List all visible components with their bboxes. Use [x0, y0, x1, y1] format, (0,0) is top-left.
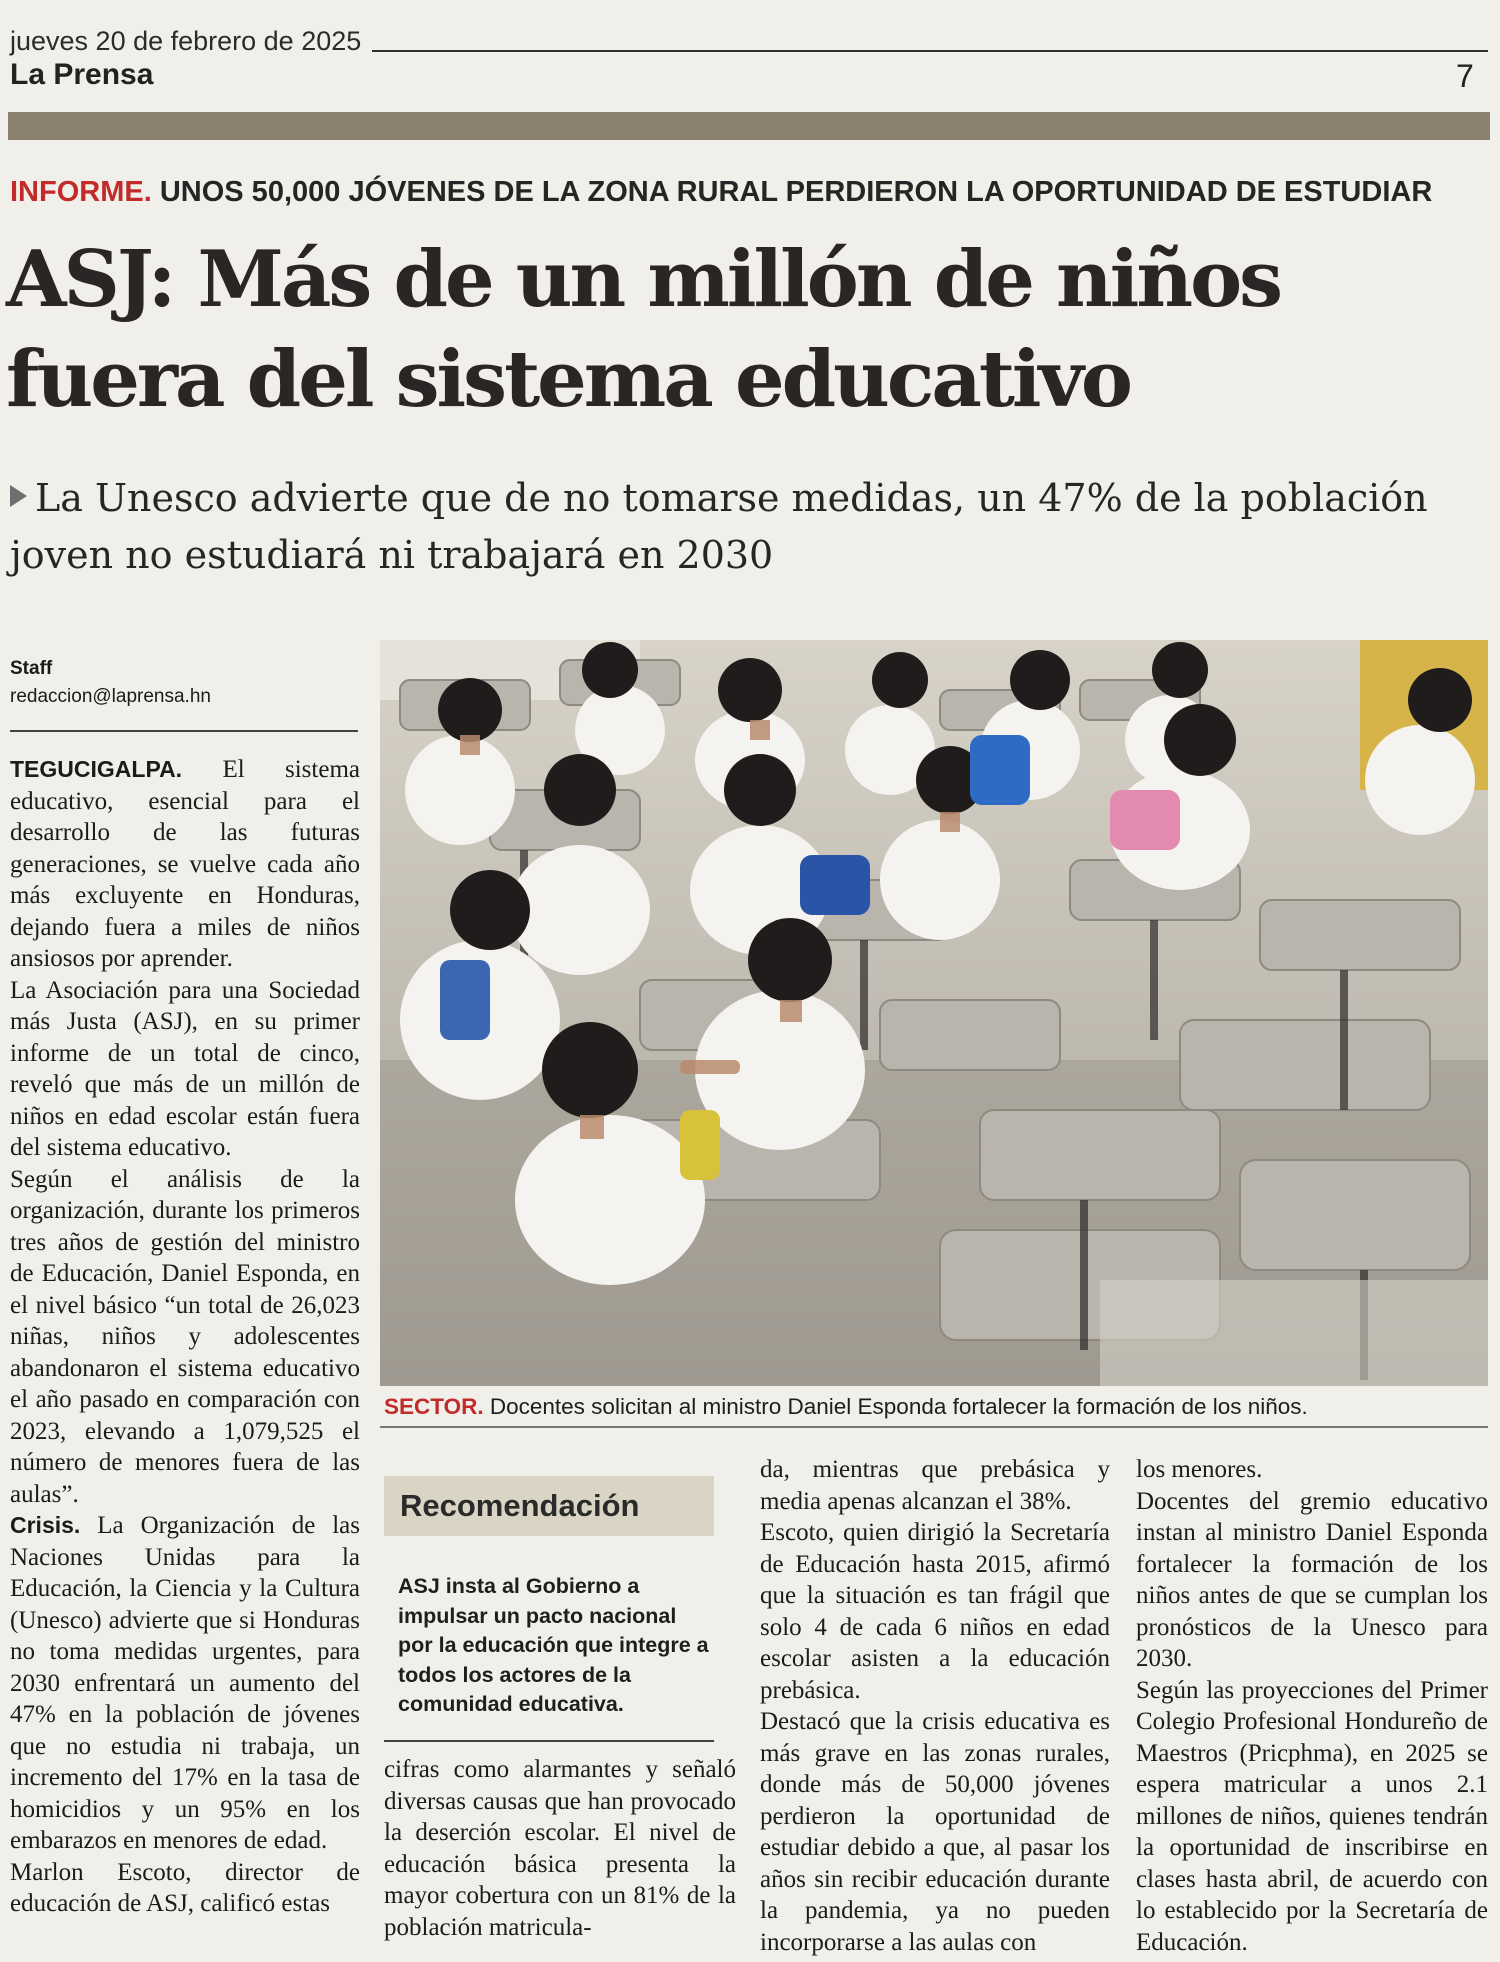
body-column-4 — [1136, 1454, 1488, 1958]
paragraph-lead: TEGUCIGALPA. — [10, 756, 183, 782]
caption-label: SECTOR. — [384, 1394, 484, 1419]
paragraph-text: Destacó que la crisis educativa es más grave en las zonas rurales, donde más de 50,000 jóvenes perdieron la oportunidad de estudiar debido a que, al pasar los años sin recibir educación durante la pandemia, ya no pueden incorporarse a las aulas con — [760, 1708, 1110, 1956]
deck-line-1: La Unesco advierte que de no tomarse medidas, un 47% de la población — [35, 476, 1428, 520]
triangle-bullet-icon — [10, 485, 27, 507]
recommendation-text: ASJ insta al Gobierno a impulsar un pacto nacional por la educación que integre a todos los actores de la comunidad educativa. — [398, 1574, 709, 1716]
classroom-photo — [380, 640, 1488, 1386]
headline-line-2: fuera del sistema educativo — [6, 334, 1130, 425]
kicker-text: UNOS 50,000 JÓVENES DE LA ZONA RURAL PERDIERON LA OPORTUNIDAD DE ESTUDIAR — [159, 176, 1433, 208]
body-column-1-top — [10, 754, 360, 1510]
body-paragraph — [1136, 1454, 1488, 1486]
body-paragraph — [10, 1857, 360, 1920]
caption-rule — [380, 1426, 1488, 1428]
section-bar — [8, 112, 1490, 140]
paragraph-text: Marlon Escoto, director de educación de ASJ, calificó estas — [10, 1858, 360, 1917]
headline — [6, 230, 1496, 430]
body-paragraph — [10, 975, 360, 1164]
classroom-illustration — [380, 640, 1488, 1386]
paragraph-text: La Organización de las Naciones Unidas para la Educación, la Ciencia y la Cultura (Unesco) advierte que si Honduras no toma medidas urgentes, para 2030 enfrentará un aumento del 47% en la población de jóvenes que no estudia ni trabaja, un incremento del 17% en la tasa de homicidios y un 95% en los embarazos en menores de edad. — [10, 1512, 360, 1854]
newspaper-name: La Prensa — [10, 58, 154, 91]
deck — [10, 470, 1490, 584]
paragraph-text: Escoto, quien dirigió la Secretaría de Educación hasta 2015, afirmó que la situación es tan frágil que solo 4 de cada 6 niños en edad escolar asisten a la educación prebásica. — [760, 1519, 1110, 1704]
body-paragraph — [760, 1706, 1110, 1958]
body-paragraph — [10, 754, 360, 975]
paragraph-text: cifras como alarmantes y señaló diversas causas que han provocado la deserción escolar. El nivel de educación básica presenta la mayor cobertura con un 81% de la población matricula- — [384, 1756, 736, 1941]
body-paragraph — [1136, 1486, 1488, 1675]
paragraph-text: Según las proyecciones del Primer Colegio Profesional Hondureño de Maestros (Pricphma), en 2025 se espera matricular a unos 2.1 millones de niños, quienes tendrán la oportunidad de inscribirse en clases hasta abril, de acuerdo con lo establecido por la Secretaría de Educación. — [1136, 1676, 1488, 1956]
paragraph-text: Docentes del gremio educativo instan al ministro Daniel Esponda fortalecer la formación de los niños antes de que se cumplan los pronósticos de la Unesco para 2030. — [1136, 1487, 1488, 1672]
paragraph-text: El sistema educativo, esencial para el desarrollo de las futuras generaciones, se vuelve cada año más excluyente en Honduras, dejando fuera a miles de niños ansiosos por aprender. — [10, 756, 360, 972]
body-paragraph — [10, 1164, 360, 1511]
headline-line-1: ASJ: Más de un millón de niños — [6, 234, 1281, 325]
body-paragraph — [384, 1754, 736, 1943]
photo-caption — [384, 1394, 1308, 1420]
paragraph-text: los menores. — [1136, 1456, 1263, 1483]
body-paragraph — [760, 1454, 1110, 1517]
body-column-2 — [384, 1754, 736, 1943]
paragraph-text: La Asociación para una Sociedad más Justa (ASJ), en su primer informe de un total de cinco, reveló que más de un millón de niños en edad escolar están fuera del sistema educativo. — [10, 976, 360, 1161]
byline-name: Staff — [10, 658, 53, 679]
deck-line-2: joven no estudiará ni trabajará en 2030 — [10, 533, 774, 577]
body-column-3 — [760, 1454, 1110, 1958]
paragraph-text: Según el análisis de la organización, durante los primeros tres años de gestión del ministro de Educación, Daniel Esponda, en el nivel básico “un total de 26,023 niñas, niños y adolescentes abandonaron el sistema educativo el año pasado en comparación con 2023, elevando a 1,079,525 el número de menores fuera de las aulas”. — [10, 1165, 360, 1508]
kicker-label: INFORME. — [10, 176, 152, 208]
page-number: 7 — [1456, 58, 1474, 94]
issue-date: jueves 20 de febrero de 2025 — [10, 26, 362, 56]
paragraph-text: da, mientras que prebásica y media apenas alcanzan el 38%. — [760, 1456, 1110, 1515]
byline-email: redaccion@laprensa.hn — [10, 686, 211, 707]
recommendation-title: Recomendación — [400, 1488, 640, 1523]
body-column-1-bottom — [10, 1510, 360, 1920]
body-paragraph — [760, 1517, 1110, 1706]
byline-rule — [10, 730, 358, 732]
body-paragraph — [10, 1510, 360, 1857]
paragraph-lead: Crisis. — [10, 1512, 81, 1538]
body-paragraph — [1136, 1675, 1488, 1959]
masthead-rule — [372, 50, 1488, 52]
caption-text: Docentes solicitan al ministro Daniel Esponda fortalecer la formación de los niños. — [489, 1394, 1308, 1419]
kicker — [10, 176, 1432, 209]
recommendation-rule — [384, 1740, 714, 1742]
